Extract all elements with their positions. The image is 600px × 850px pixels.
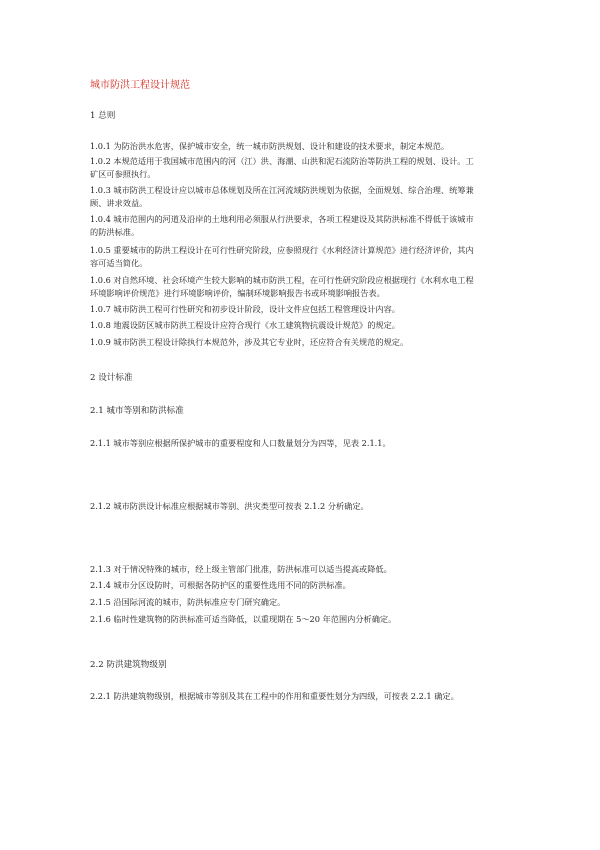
section-1-heading: 1 总则 xyxy=(90,111,116,121)
clause-1-0-4-cont: 的防洪标准。 xyxy=(90,227,140,237)
clause-1-0-6-cont: 环境影响评价规范》进行环境影响评价，编制环境影响报告书或环境影响报告表。 xyxy=(90,288,385,298)
clause-1-0-6: 1.0.6 对自然环境、社会环境产生较大影响的城市防洪工程，在可行性研究阶段应根据现行《水利水电工程 xyxy=(90,275,474,285)
clause-1-0-1: 1.0.1 为防治洪水危害，保护城市安全，统一城市防洪规划、设计和建设的技术要求，制定本规范。 xyxy=(90,141,450,151)
clause-1-0-9: 1.0.9 城市防洪工程设计除执行本规范外，涉及其它专业时，还应符合有关规范的规定。 xyxy=(90,337,409,347)
clause-2-1-5: 2.1.5 沿国际河流的城市，防洪标准应专门研究确定。 xyxy=(90,597,286,607)
section-2-heading: 2 设计标准 xyxy=(90,373,133,383)
section-2-2-heading: 2.2 防洪建筑物级别 xyxy=(90,660,167,670)
clause-1-0-5-cont: 容可适当简化。 xyxy=(90,258,148,268)
clause-1-0-3-cont: 顾、讲求效益。 xyxy=(90,198,148,208)
clause-2-2-1: 2.2.1 防洪建筑物级别，根据城市等别及其在工程中的作用和重要性划分为四级，可按表 2.2.1 确定。 xyxy=(90,691,459,701)
clause-1-0-5: 1.0.5 重要城市的防洪工程设计在可行性研究阶段，应参照现行《水利经济计算规范》进行经济评价，其内 xyxy=(90,245,474,255)
clause-1-0-7: 1.0.7 城市防洪工程可行性研究和初步设计阶段，设计文件应包括工程管理设计内容。 xyxy=(90,304,400,314)
clause-2-1-3: 2.1.3 对于情况特殊的城市，经上级主管部门批准，防洪标准可以适当提高或降低。 xyxy=(90,564,392,574)
clause-2-1-1: 2.1.1 城市等别应根据所保护城市的重要程度和人口数量划分为四等，见表 2.1.1。 xyxy=(90,438,391,448)
clause-2-1-2: 2.1.2 城市防洪设计标准应根据城市等别、洪灾类型可按表 2.1.2 分析确定。 xyxy=(90,501,369,511)
clause-2-1-6: 2.1.6 临时性建筑物的防洪标准可适当降低，以重现期在 5～20 年范围内分析确定。 xyxy=(90,614,397,624)
clause-1-0-2: 1.0.2 本规范适用于我国城市范围内的河（江）洪、海潮、山洪和泥石流防治等防洪工程的规划、设计。工 xyxy=(90,156,474,166)
clause-1-0-8: 1.0.8 地震设防区城市防洪工程设计应符合现行《水工建筑物抗震设计规范》的规定。 xyxy=(90,320,400,330)
section-2-1-heading: 2.1 城市等别和防洪标准 xyxy=(90,406,184,416)
clause-1-0-3: 1.0.3 城市防洪工程设计应以城市总体规划及所在江河流域防洪规划为依据，全面规划、综合治理、统筹兼 xyxy=(90,185,474,195)
document-title: 城市防洪工程设计规范 xyxy=(90,80,190,91)
clause-1-0-2-cont: 矿区可参照执行。 xyxy=(90,169,156,179)
clause-1-0-4: 1.0.4 城市范围内的河道及沿岸的土地利用必须服从行洪要求，各项工程建设及其防洪标准不得低于该城市 xyxy=(90,214,474,224)
clause-2-1-4: 2.1.4 城市分区设防时，可根据各防护区的重要性选用不同的防洪标准。 xyxy=(90,580,351,590)
